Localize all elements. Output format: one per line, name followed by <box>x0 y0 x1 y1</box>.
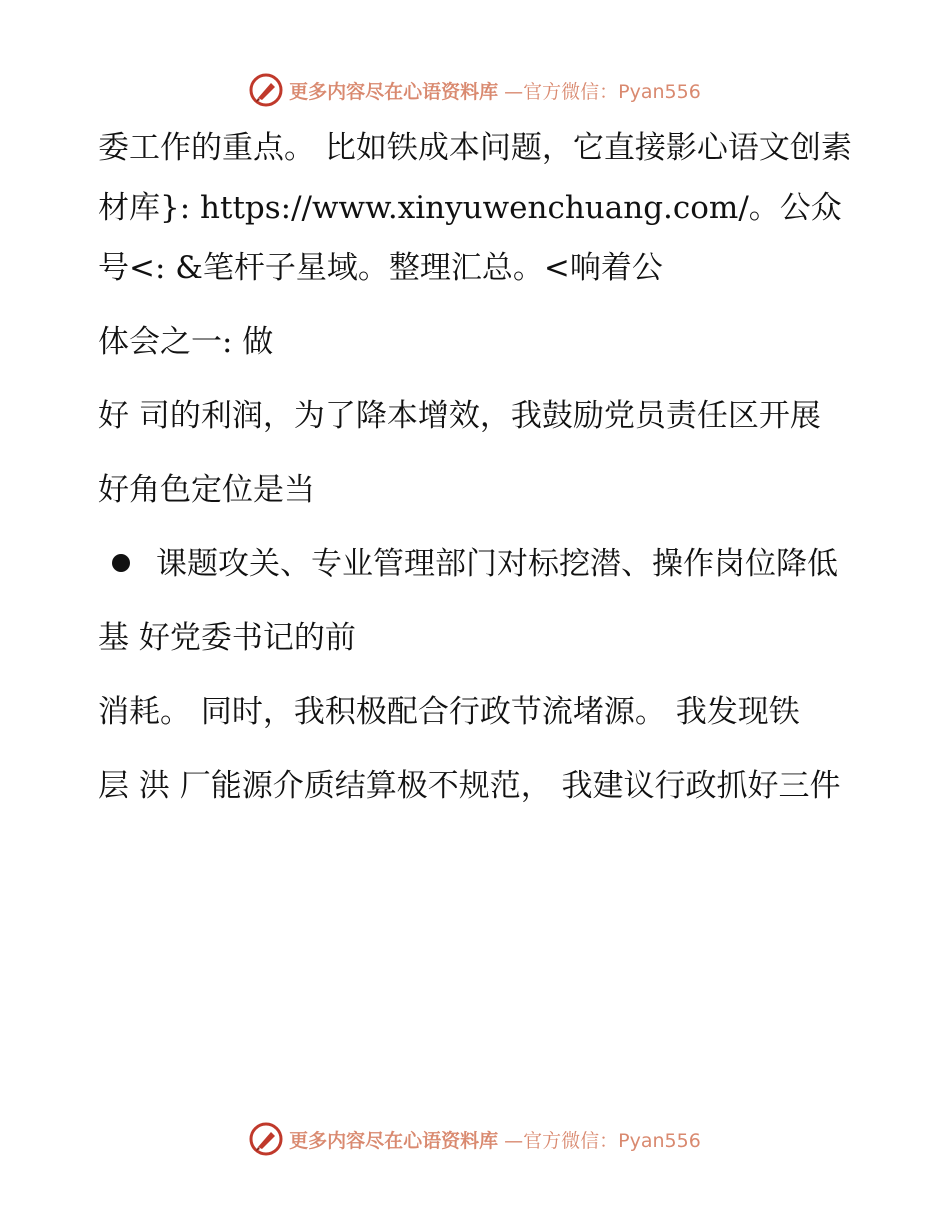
pen-logo-icon <box>249 73 283 107</box>
paragraph-3: 好 司的利润，为了降本增效，我鼓励党员责任区开展 <box>98 398 821 434</box>
paragraph-2: 体会之一: 做 <box>98 324 274 360</box>
header-brand: 更多内容尽在心语资料库 <box>289 80 499 103</box>
footer-brand: 更多内容尽在心语资料库 <box>289 1129 499 1152</box>
footer-watermark <box>0 1119 950 1159</box>
paragraph-1: 委工作的重点。 比如铁成本问题，它直接影心语文创素材库}: https://www.xinyuwenchuang.com/。公众号<: &笔杆子星域。整理汇总。<响着公 <box>98 130 852 286</box>
bullet-paragraph <box>98 534 858 594</box>
footer-contact: —官方微信：Pyan556 <box>504 1129 701 1152</box>
paragraph-8: 层 洪 厂能源介质结算极不规范， 我建议行政抓好三件 <box>98 768 841 804</box>
paragraph-6: 基 好党委书记的前 <box>98 620 356 656</box>
bullet-text: 课题攻关、专业管理部门对标挖潜、操作岗位降低 <box>156 546 838 582</box>
header-watermark <box>0 70 950 110</box>
paragraph-4: 好角色定位是当 <box>98 472 315 508</box>
document-body <box>98 118 858 816</box>
header-contact: —官方微信：Pyan556 <box>504 80 701 103</box>
pen-logo-icon <box>249 1122 283 1156</box>
bullet-icon <box>112 554 130 572</box>
paragraph-7: 消耗。 同时，我积极配合行政节流堵源。 我发现铁 <box>98 694 800 730</box>
